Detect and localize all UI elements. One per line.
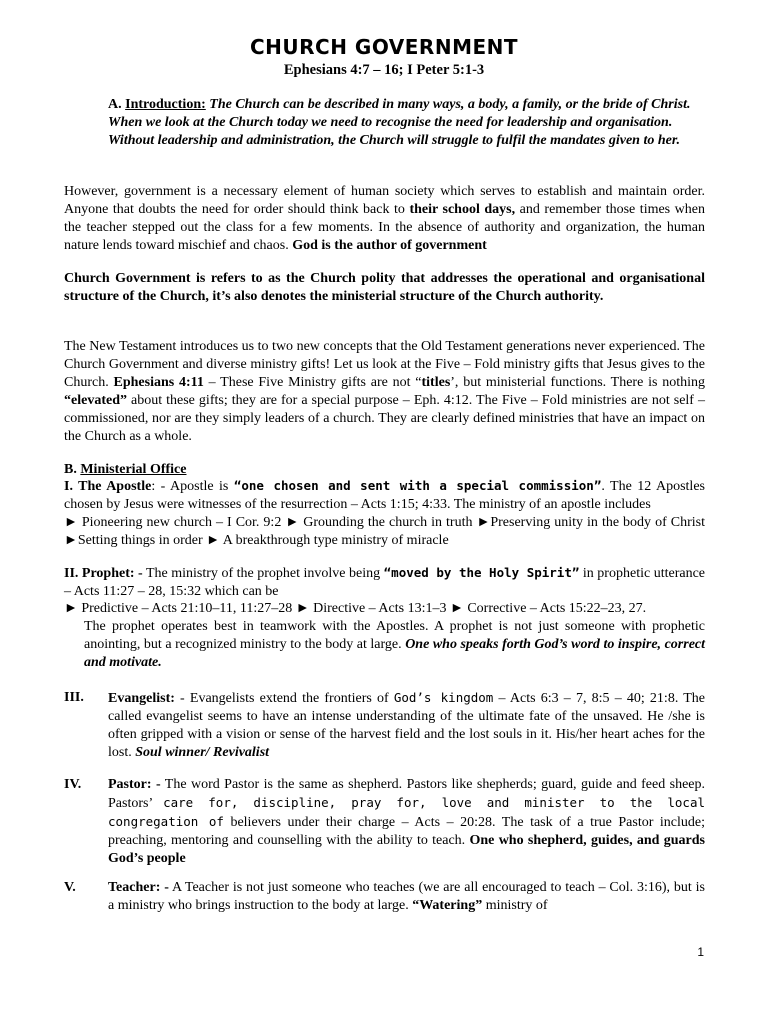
section-b-letter: B. — [64, 462, 77, 477]
evangelist-number: III. — [64, 690, 84, 705]
para1-text-2: and remember those times when the teacher stepped out the class for a few moments. In the absence of authority and organization, the human nature lends toward mischief and chaos. — [64, 202, 705, 253]
apostle-definition: “one chosen and sent with a special commission” — [233, 478, 602, 493]
evangelist-text-2: – Acts 6:3 – 7, 8:5 – 40; 21:8. The called evangelist seems to have an intense understanding of the ultimate fate of the unsaved. He /she is often gripped with a vision or sense of the harvest field and the lost souls in it. His/her heart aches for the lost. — [108, 691, 705, 760]
paragraph-government — [64, 183, 705, 255]
para3-text-2: – These Five Ministry gifts are not “ — [203, 375, 422, 390]
paragraph-new-testament — [64, 338, 705, 446]
paragraph-church-polity: Church Government is refers to as the Church polity that addresses the operational and organisational structure of the Church, it’s also denotes the ministerial structure of the Church authority. — [64, 271, 705, 304]
pastor-text-2: believers under their charge – Acts – 20:28. The task of a true Pastor include; preaching, mentoring and counselling with the ability to teach. — [108, 815, 705, 848]
apostle-section — [64, 477, 705, 550]
prophet-section — [64, 564, 705, 601]
prophet-definition: “moved by the Holy Spirit” — [383, 565, 580, 580]
para1-text: However, government is a necessary element of human society which serves to establish and maintain order. Anyone that doubts the need for order should think back to — [64, 184, 705, 217]
prophet-bullets: ► Predictive – Acts 21:10–11, 11:27–28 ► Directive – Acts 13:1–3 ► Corrective – Acts 15:22–23, 27. — [64, 601, 647, 616]
prophet-text-2: in prophetic utterance – Acts 11:27 – 28, 15:32 which can be — [64, 566, 705, 599]
evangelist-section — [108, 689, 705, 762]
apostle-bullets: ► Pioneering new church – I Cor. 9:2 ► Grounding the church in truth ►Preserving unity in the body of Christ ►Setting things in order ► A breakthrough type ministry of miracle — [64, 515, 705, 548]
teacher-section — [108, 879, 705, 915]
evangelist-kingdom: God’s kingdom — [393, 690, 494, 705]
evangelist-label: Evangelist: — [108, 691, 175, 706]
scripture-reference: Ephesians 4:7 – 16; I Peter 5:1-3 — [283, 62, 485, 78]
intro-text: The Church can be described in many ways, a body, a family, or the bride of Christ. When we look at the Church today we need to recognise the need for leadership and organisation. Without leadership and administration, the Church will struggle to fulfil the mandates given to her. — [108, 97, 691, 148]
section-b-title: Ministerial Office — [80, 462, 187, 477]
para3-text-4: about these gifts; they are for a special purpose – Eph. 4:12. The Five – Fold ministries are not self – commissioned, nor are they simply leaders of a church. They are clearly defined ministries that have an impact on the Church as a whole. — [64, 393, 705, 444]
document-title: CHURCH GOVERNMENT — [249, 35, 519, 59]
para3-bold-titles: titles — [421, 375, 451, 390]
prophet-text: The ministry of the prophet involve being — [142, 566, 384, 581]
evangelist-text: - Evangelists extend the frontiers of — [174, 691, 394, 706]
prophet-summary: One who speaks forth God’s word to inspire, correct and motivate. — [84, 637, 706, 670]
prophet-text-3: The prophet operates best in teamwork with the Apostles. A prophet is not just someone with prophetic anointing, but a recognized ministry to the body at large. — [84, 619, 705, 652]
teacher-label: Teacher: - — [108, 880, 169, 895]
apostle-text-2: . The 12 Apostles chosen by Jesus were witnesses of the resurrection – Acts 1:15; 4:33. The ministry of an apostle includes — [64, 479, 705, 512]
teacher-text-2: ministry of — [482, 898, 548, 913]
pastor-text: The word Pastor is the same as shepherd. Pastors like shepherds; guard, guide and feed sheep. Pastors’ — [108, 777, 705, 811]
pastor-section — [108, 776, 705, 868]
para1-bold-school: their school days, — [409, 202, 516, 217]
prophet-teamwork — [84, 618, 705, 672]
page-number: 1 — [697, 945, 704, 959]
pastor-number: IV. — [64, 777, 82, 792]
intro-letter: A. — [108, 97, 122, 112]
pastor-label: Pastor: - — [108, 777, 161, 792]
evangelist-summary: Soul winner/ Revivalist — [135, 745, 270, 760]
prophet-label: II. Prophet: - — [64, 566, 143, 581]
teacher-watering: “Watering” — [412, 898, 483, 913]
para3-bold-ephesians: Ephesians 4:11 — [113, 375, 204, 390]
apostle-text: : - Apostle is — [151, 479, 234, 494]
intro-heading: Introduction: — [125, 97, 206, 112]
introduction-section — [108, 96, 708, 150]
para1-bold-author: God is the author of government — [292, 238, 487, 253]
teacher-number: V. — [64, 880, 76, 895]
para3-bold-elevated: “elevated” — [64, 393, 127, 408]
apostle-label: I. The Apostle — [64, 479, 152, 494]
pastor-summary: One who shepherd, guides, and guards God’s people — [108, 833, 706, 866]
para3-text: The New Testament introduces us to two new concepts that the Old Testament generations never experienced. The Church Government and diverse ministry gifts! Let us look at the Five – Fold ministry gifts that Jesus gives to the Church. — [64, 339, 705, 390]
teacher-text: A Teacher is not just someone who teaches (we are all encouraged to teach – Col. 3:16), but is a ministry who brings instruction to the body at large. — [108, 880, 705, 913]
para3-text-3: ’, but ministerial functions. There is nothing — [450, 375, 705, 390]
pastor-care: care for, discipline, pray for, love and minister to the local congregation of — [108, 795, 705, 829]
